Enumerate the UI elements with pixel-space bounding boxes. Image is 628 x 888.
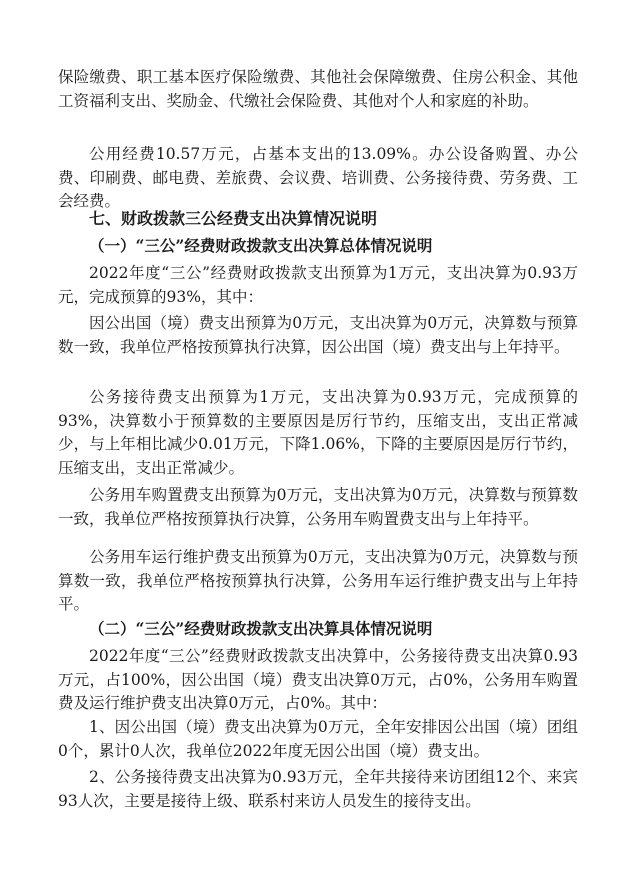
paragraph-budget-overview: 2022年度“三公”经费财政拨款支出预算为1万元，支出决算为0.93万元，完成预算的93%，其中： xyxy=(58,264,578,306)
heading-section-seven: 七、财政拨款三公经费支出决算情况说明 xyxy=(89,209,378,228)
paragraph-reception: 公务接待费支出预算为1万元，支出决算为0.93万元，完成预算的93%，决算数小于预算数的主要原因是厉行节约，压缩支出，支出正常减少，与上年相比减少0.01万元，下降1.06%，下降的主要原因是厉行节约，压缩支出，支出正常减少。 xyxy=(58,388,578,477)
paragraph-public-funds: 公用经费10.57万元，占基本支出的13.09%。办公设备购置、办公费、印刷费、邮电费、差旅费、会议费、培训费、公务接待费、劳务费、工会经费。 xyxy=(58,145,578,210)
paragraph-specific-details: 2022年度“三公”经费财政拨款支出决算中，公务接待费支出决算0.93万元，占100%，因公出国（境）费支出决算0万元，占0%，公务用车购置费及运行维护费支出决算0万元，占0%。其中： xyxy=(58,647,578,712)
paragraph-vehicle-operation: 公务用车运行维护费支出预算为0万元，支出决算为0万元，决算数与预算数一致，我单位严格按预算执行决算，公务用车运行维护费支出与上年持平。 xyxy=(58,548,578,613)
paragraph-item-two: 2、公务接待费支出决算为0.93万元，全年共接待来访团组12个、来宾93人次，主要是接待上级、联系村来访人员发生的接待支出。 xyxy=(58,768,578,810)
paragraph-overseas-travel: 因公出国（境）费支出预算为0万元，支出决算为0万元，决算数与预算数一致，我单位严格按预算执行决算，因公出国（境）费支出与上年持平。 xyxy=(58,314,578,356)
heading-subsection-one: （一）“三公”经费财政拨款支出决算总体情况说明 xyxy=(89,236,433,255)
paragraph-personnel-expenses: 保险缴费、职工基本医疗保险缴费、其他社会保障缴费、住房公积金、其他工资福利支出、奖励金、代缴社会保险费、其他对个人和家庭的补助。 xyxy=(58,68,578,110)
heading-subsection-two: （二）“三公”经费财政拨款支出决算具体情况说明 xyxy=(89,619,433,638)
paragraph-item-one: 1、因公出国（境）费支出决算为0万元，全年安排因公出国（境）团组0个，累计0人次，我单位2022年度无因公出国（境）费支出。 xyxy=(58,718,578,760)
paragraph-vehicle-purchase: 公务用车购置费支出预算为0万元，支出决算为0万元，决算数与预算数一致，我单位严格按预算执行决算，公务用车购置费支出与上年持平。 xyxy=(58,486,578,528)
